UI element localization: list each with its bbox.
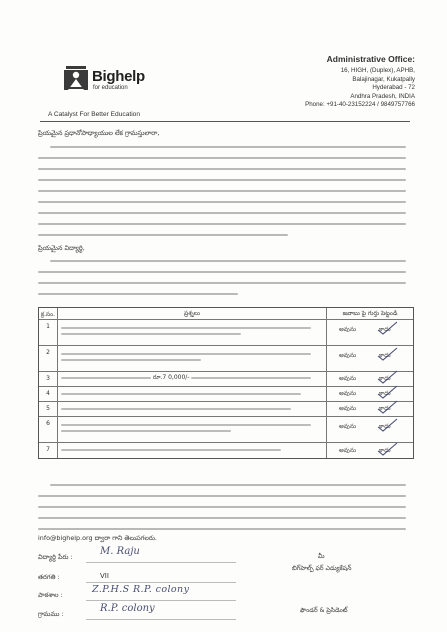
tick-mark-icon	[375, 441, 399, 457]
text-line	[38, 190, 406, 192]
name-underline	[86, 562, 236, 563]
answer-yes[interactable]: అవును	[339, 375, 357, 382]
class-underline	[86, 582, 236, 583]
village-underline	[86, 619, 236, 620]
class-label: తరగతి :	[38, 573, 60, 581]
tick-mark-icon	[375, 384, 399, 400]
answer-yes[interactable]: అవును	[339, 390, 357, 397]
table-row	[39, 443, 413, 458]
tick-mark-icon	[375, 417, 399, 433]
row-number: 3	[39, 372, 58, 386]
text-line	[38, 179, 406, 181]
text-line	[38, 271, 406, 273]
answer-no[interactable]: కాదు	[379, 352, 391, 359]
signature-role: ఫౌండర్ & ప్రెసిడెంట్	[300, 607, 348, 614]
row-question	[58, 402, 327, 416]
tagline: A Catalyst For Better Education	[48, 111, 140, 118]
table-row	[39, 402, 413, 417]
table-row	[39, 346, 413, 372]
office-line: Andhra Pradesh, INDIA	[350, 92, 415, 100]
answer-yes[interactable]: అవును	[339, 423, 357, 430]
answer-cell[interactable]	[327, 346, 413, 371]
tick-mark-icon	[375, 369, 399, 385]
text-line	[38, 293, 238, 295]
table-row	[39, 387, 413, 402]
row-number: 5	[39, 402, 58, 416]
answer-cell[interactable]	[327, 417, 413, 442]
text-line	[38, 168, 406, 170]
table-header-row	[39, 308, 413, 320]
text-line	[38, 234, 288, 236]
village-label: గ్రామము :	[38, 610, 64, 618]
text-line	[50, 484, 406, 486]
answer-yes[interactable]: అవును	[339, 447, 357, 454]
tick-mark-icon	[375, 346, 399, 362]
row-question	[58, 417, 327, 442]
contact-email-line: info@bighelp.org ద్వారా గాని తెలుపగలరు.	[38, 534, 157, 542]
row-question	[58, 387, 327, 401]
text-line	[38, 528, 406, 530]
brand-name: Bighelp	[92, 68, 145, 85]
answer-no[interactable]: కాదు	[379, 390, 391, 397]
row-question	[58, 320, 327, 345]
row-question	[58, 443, 327, 458]
name-label: విద్యార్థి పేరు :	[38, 553, 73, 561]
greeting: ప్రియమైన ప్రధానోపాధ్యాయుల లేక గ్రామస్తులారా,	[38, 129, 160, 137]
bighelp-logo-icon	[64, 66, 88, 92]
col-header-question: ప్రశ్నలు	[58, 308, 327, 319]
answer-cell[interactable]	[327, 387, 413, 401]
row-question	[58, 372, 327, 386]
text-line	[38, 157, 406, 159]
student-name-value: M. Raju	[100, 546, 140, 557]
office-line: Balajinagar, Kukatpally	[352, 75, 415, 83]
school-value: Z.P.H.S R.P. colony	[92, 584, 190, 595]
row-number: 4	[39, 387, 58, 401]
text-line	[38, 223, 406, 225]
answer-no[interactable]: కాదు	[379, 326, 391, 333]
answer-no[interactable]: కాదు	[379, 375, 391, 382]
answer-no[interactable]: కాదు	[379, 447, 391, 454]
answer-yes[interactable]: అవును	[339, 405, 357, 412]
answer-cell[interactable]	[327, 372, 413, 386]
village-value: R.P. colony	[100, 603, 155, 614]
answer-no[interactable]: కాదు	[379, 405, 391, 412]
answer-yes[interactable]: అవును	[339, 352, 357, 359]
questionnaire-table	[38, 307, 414, 459]
text-line	[50, 146, 406, 148]
text-line	[38, 282, 406, 284]
table-row	[39, 372, 413, 387]
row-number: 6	[39, 417, 58, 442]
signature-organization: బిగ్‌హెల్ప్ ఫర్ ఎడ్యుకేషన్	[292, 565, 352, 572]
header-divider	[40, 121, 410, 122]
text-line	[38, 517, 406, 519]
row-number: 1	[39, 320, 58, 345]
answer-yes[interactable]: అవును	[339, 326, 357, 333]
answer-no[interactable]: కాదు	[379, 423, 391, 430]
text-line	[38, 201, 406, 203]
class-value: VII	[100, 572, 109, 580]
office-phone: Phone: +91-40-23152224 / 9849757766	[305, 101, 415, 109]
text-line	[38, 506, 406, 508]
tick-mark-icon	[375, 399, 399, 415]
row-amount: రూ.7 0,000/-	[152, 374, 190, 381]
text-line	[38, 212, 406, 214]
student-greeting: ప్రియమైన విద్యార్థి,	[38, 244, 85, 252]
office-address	[265, 54, 415, 110]
col-header-answer: జవాబు పై గుర్తు పెట్టండి	[342, 310, 398, 317]
office-line: Hyderabad - 72	[372, 84, 415, 92]
brand-subtitle: for education	[93, 85, 128, 91]
office-title: Administrative Office:	[326, 54, 415, 64]
answer-cell[interactable]	[327, 402, 413, 416]
tick-mark-icon	[375, 320, 399, 336]
row-number: 2	[39, 346, 58, 371]
table-row	[39, 417, 413, 443]
row-question	[58, 346, 327, 371]
school-underline	[86, 600, 236, 601]
answer-cell[interactable]	[327, 320, 413, 345]
col-header-number: క్ర.సం.	[39, 308, 58, 319]
table-row	[39, 320, 413, 346]
signature-salutation: మీ	[318, 553, 325, 560]
text-line	[50, 260, 406, 262]
text-line	[38, 495, 406, 497]
answer-cell[interactable]	[327, 443, 413, 458]
school-label: పాఠశాల :	[38, 591, 63, 599]
office-line: 16, HIGH, (Duplex), APHB,	[340, 67, 415, 74]
row-number: 7	[39, 443, 58, 458]
